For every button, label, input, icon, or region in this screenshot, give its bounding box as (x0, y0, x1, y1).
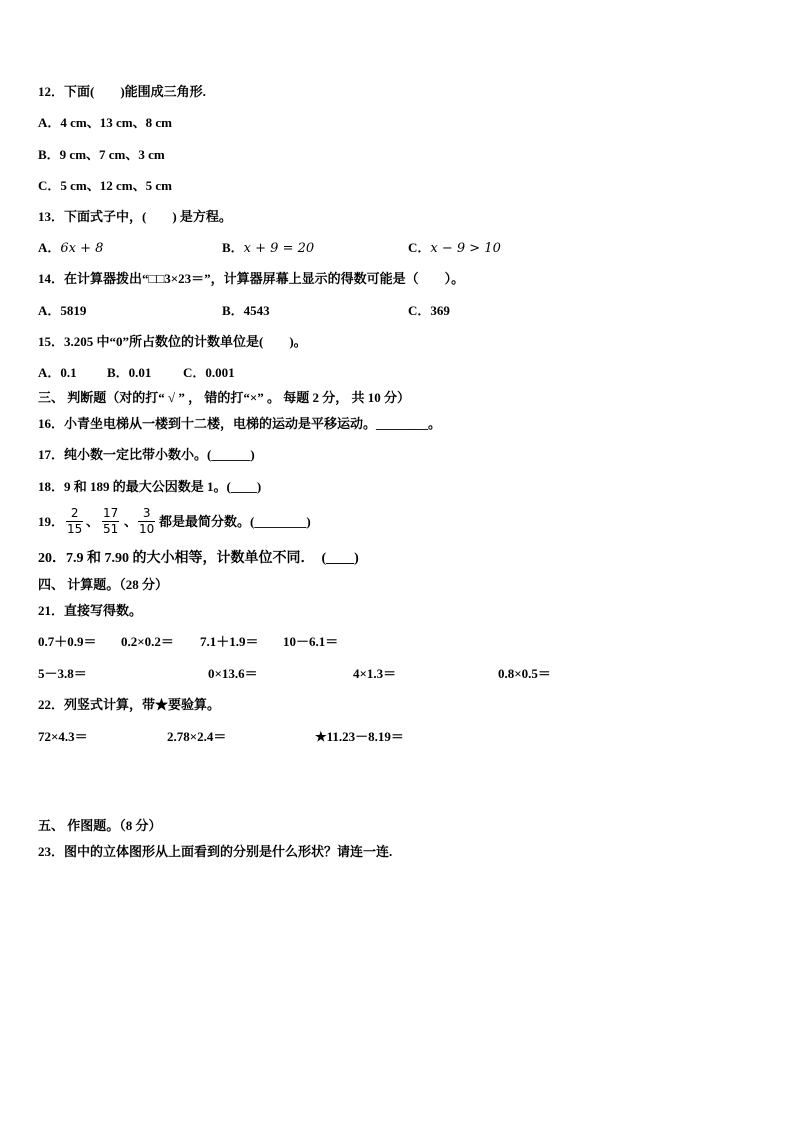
q19-separator-2: 、 (124, 514, 138, 529)
q14-option-a: A．5819 (38, 303, 87, 318)
q15-stem: 15．3.205 中“0”所占数位的计数单位是( )。 (38, 334, 307, 349)
q19-separator-1: 、 (86, 514, 100, 529)
q15-option-a: A．0.1 (38, 365, 77, 380)
q13-option-b (222, 239, 314, 258)
q14-option-b: B．4543 (222, 303, 270, 318)
q13-option-c (408, 239, 501, 258)
q13-option-b-label: B． (222, 240, 244, 255)
section-4-heading: 四、 计算题。（28 分） (38, 577, 169, 592)
section-5-heading: 五、 作图题。（8 分） (38, 818, 162, 833)
q12-option-c: C．5 cm、12 cm、5 cm (38, 178, 172, 193)
q18-text: 18．9 和 189 的最大公因数是 1。(____) (38, 479, 262, 494)
q16-text: 16．小青坐电梯从一楼到十二楼，电梯的运动是平移运动。________。 (38, 416, 442, 431)
q13-option-a (38, 239, 103, 258)
q21-item-5: 5－3.8＝ (38, 666, 87, 681)
q14-option-c: C．369 (408, 303, 450, 318)
q19-fraction-3 (138, 506, 155, 537)
q19-tail: 都是最简分数。(________) (159, 514, 311, 529)
q13-stem: 13．下面式子中，( ) 是方程。 (38, 209, 232, 224)
q17-text: 17．纯小数一定比带小数小。(______) (38, 447, 255, 462)
q19-fraction-1-numerator: 2 (66, 506, 83, 522)
q23-text: 23．图中的立体图形从上面看到的分别是什么形状？请连一连. (38, 844, 393, 859)
q22-item-2: 2.78×2.4＝ (167, 729, 227, 744)
q21-item-2: 0.2×0.2＝ (121, 634, 174, 649)
q19-fraction-1-denominator: 15 (67, 522, 83, 536)
section-3-heading: 三、 判断题（对的打“ √ ” ， 错的打“×” 。 每题 2 分， 共 10 分） (38, 390, 411, 405)
q12-stem: 12．下面( )能围成三角形. (38, 84, 206, 99)
q12-option-b: B．9 cm、7 cm、3 cm (38, 147, 165, 162)
q19-fraction-3-numerator: 3 (138, 506, 155, 522)
q21-item-4: 10－6.1＝ (283, 634, 339, 649)
q13-option-c-label: C． (408, 240, 431, 255)
q15-option-c: C．0.001 (183, 365, 235, 380)
q15-option-b: B．0.01 (107, 365, 152, 380)
q19-fraction-1 (66, 506, 83, 537)
q20-text: 20．7.9 和 7.90 的大小相等，计数单位不同． (____) (38, 551, 359, 566)
q22-item-1: 72×4.3＝ (38, 729, 88, 744)
q19-fraction-2-numerator: 17 (103, 506, 119, 520)
q19-fraction-2 (102, 506, 119, 537)
q13-option-c-expr: x − 9 > 10 (430, 241, 501, 256)
q22-stem: 22．列竖式计算，带★要验算。 (38, 697, 221, 712)
q19-fraction-2-denominator: 51 (103, 522, 119, 536)
q21-item-7: 4×1.3＝ (353, 666, 397, 681)
q21-item-1: 0.7＋0.9＝ (38, 634, 97, 649)
q13-option-a-expr: 6x + 8 (60, 241, 104, 256)
q21-item-6: 0×13.6＝ (208, 666, 258, 681)
q21-item-3: 7.1＋1.9＝ (200, 634, 259, 649)
q19-label: 19． (38, 514, 65, 529)
q21-stem: 21．直接写得数。 (38, 603, 143, 618)
q12-option-a: A．4 cm、13 cm、8 cm (38, 115, 172, 130)
q19-fraction-3-denominator: 10 (139, 522, 155, 536)
q13-option-a-label: A． (38, 240, 61, 255)
q14-stem: 14．在计算器拨出“□□3×23＝”，计算器屏幕上显示的得数可能是（ ）。 (38, 271, 465, 286)
q13-option-b-expr: x + 9 = 20 (243, 241, 315, 256)
q22-item-3: ★11.23－8.19＝ (315, 729, 404, 744)
q21-item-8: 0.8×0.5＝ (498, 666, 551, 681)
